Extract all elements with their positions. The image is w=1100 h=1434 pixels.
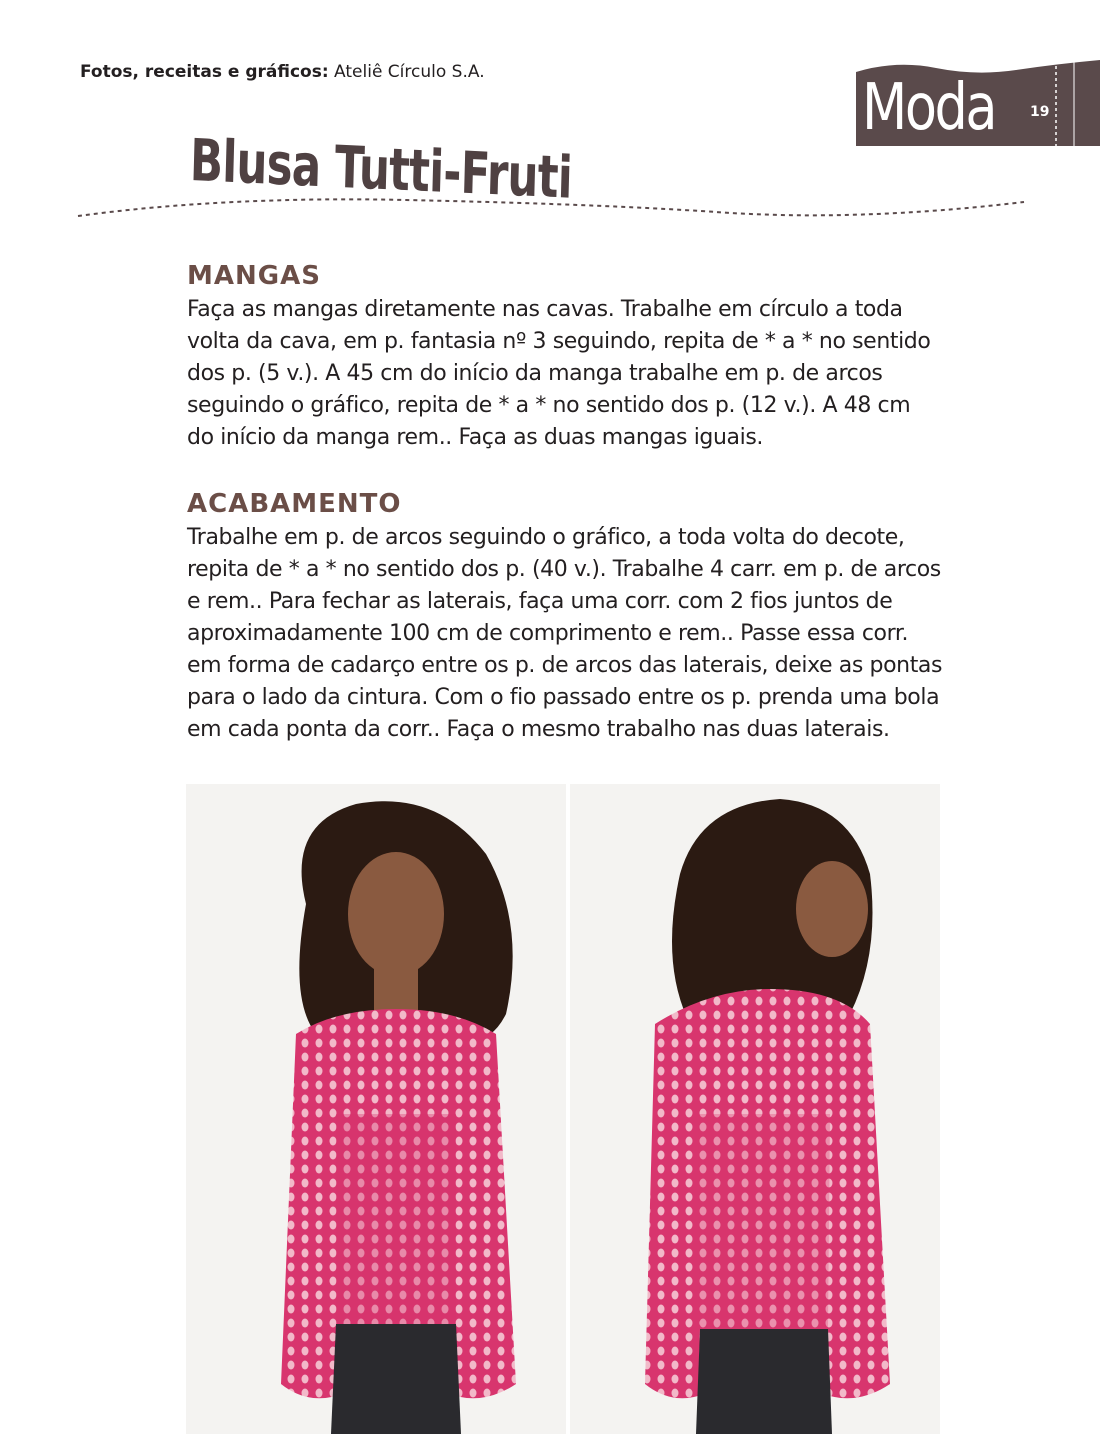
- section-line: aproximadamente 100 cm de comprimento e rem.. Passe essa corr.: [187, 621, 909, 646]
- section-line: repita de * a * no sentido dos p. (40 v.). Trabalhe 4 carr. em p. de arcos: [187, 557, 941, 582]
- section-line: em cada ponta da corr.. Faça o mesmo trabalho nas duas laterais.: [187, 717, 890, 742]
- section-name: Moda: [862, 71, 996, 145]
- section-line: volta da cava, em p. fantasia nº 3 seguindo, repita de * a * no sentido: [187, 329, 931, 354]
- section-line: Trabalhe em p. de arcos seguindo o gráfico, a toda volta do decote,: [187, 525, 905, 550]
- section-line: para o lado da cintura. Com o fio passado entre os p. prenda uma bola: [187, 685, 940, 710]
- section-acabamento: [187, 486, 1037, 746]
- section-line: do início da manga rem.. Faça as duas mangas iguais.: [187, 425, 763, 450]
- section-line: em forma de cadarço entre os p. de arcos das laterais, deixe as pontas: [187, 653, 943, 678]
- model-photo-front: [186, 784, 566, 1434]
- page-number: 19: [1030, 104, 1050, 120]
- credits-label: Fotos, receitas e gráficos:: [80, 62, 329, 82]
- section-line: Faça as mangas diretamente nas cavas. Trabalhe em círculo a toda: [187, 297, 903, 322]
- section-mangas: [187, 258, 1037, 454]
- credits-value: Ateliê Círculo S.A.: [334, 62, 485, 82]
- section-line: dos p. (5 v.). A 45 cm do início da manga trabalhe em p. de arcos: [187, 361, 883, 386]
- section-line: e rem.. Para fechar as laterais, faça uma corr. com 2 fios juntos de: [187, 589, 893, 614]
- photo-credits: [80, 62, 485, 82]
- page-title: Blusa Tutti-Fruti: [189, 126, 573, 212]
- model-photo-back: [570, 784, 940, 1434]
- title-dotted-line: [76, 182, 1026, 232]
- section-line: seguindo o gráfico, repita de * a * no sentido dos p. (12 v.). A 48 cm: [187, 393, 911, 418]
- section-heading: MANGAS: [187, 261, 321, 291]
- section-heading: ACABAMENTO: [187, 489, 402, 519]
